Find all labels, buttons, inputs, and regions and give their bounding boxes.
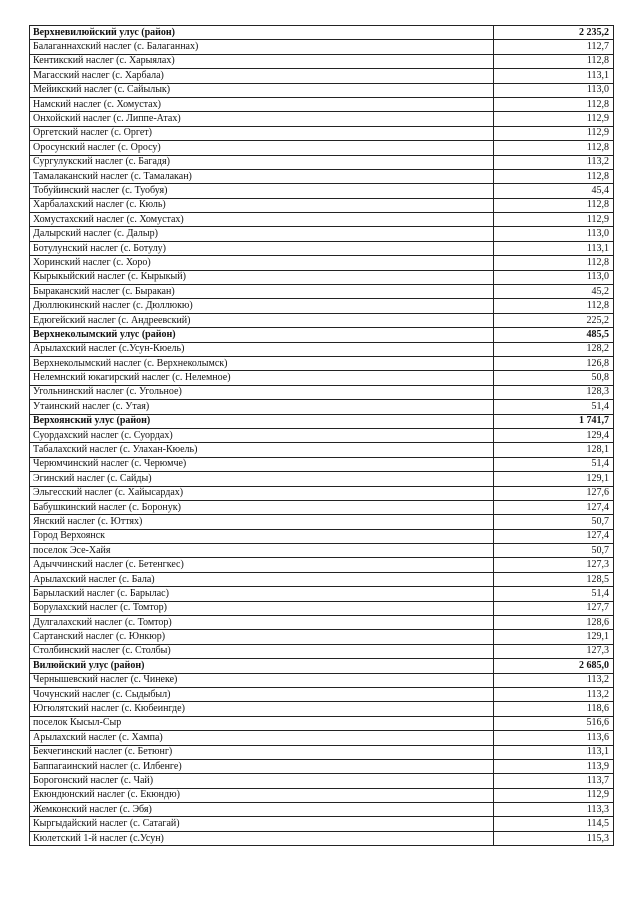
table-row <box>30 486 614 500</box>
table-row <box>30 817 614 831</box>
district-total: 1 741,7 <box>494 414 614 428</box>
settlement-value: 112,7 <box>494 40 614 54</box>
settlement-name: Нелемнский юкагирский наслег (с. Нелемное) <box>30 371 494 385</box>
settlement-name: Дулгалахский наслег (с. Томтор) <box>30 616 494 630</box>
table-row <box>30 155 614 169</box>
table-row <box>30 285 614 299</box>
settlement-name: Табалахский наслег (с. Улахан-Кюель) <box>30 443 494 457</box>
table-row <box>30 97 614 111</box>
settlement-name: Борулахский наслег (с. Томтор) <box>30 601 494 615</box>
table-row <box>30 803 614 817</box>
settlement-name: Бабушкинский наслег (с. Боронук) <box>30 500 494 514</box>
settlement-value: 114,5 <box>494 817 614 831</box>
settlement-name: Суордахский наслег (с. Суордах) <box>30 428 494 442</box>
settlement-value: 112,8 <box>494 198 614 212</box>
budget-table <box>29 25 614 846</box>
table-row <box>30 69 614 83</box>
table-row <box>30 687 614 701</box>
settlement-value: 51,4 <box>494 400 614 414</box>
table-row <box>30 371 614 385</box>
settlement-value: 225,2 <box>494 313 614 327</box>
settlement-value: 112,8 <box>494 299 614 313</box>
settlement-name: Утаинский наслег (с. Утая) <box>30 400 494 414</box>
settlement-value: 51,4 <box>494 457 614 471</box>
district-total: 2 685,0 <box>494 659 614 673</box>
table-body <box>30 26 614 846</box>
table-row <box>30 774 614 788</box>
settlement-name: Едюгейский наслег (с. Андреевский) <box>30 313 494 327</box>
settlement-value: 129,1 <box>494 472 614 486</box>
settlement-name: Барылаский наслег (с. Барылас) <box>30 587 494 601</box>
table-row <box>30 544 614 558</box>
settlement-name: Дюллюкинский наслег (с. Дюллюкю) <box>30 299 494 313</box>
table-row <box>30 141 614 155</box>
settlement-value: 113,2 <box>494 155 614 169</box>
table-row <box>30 256 614 270</box>
settlement-name: Адыччинский наслег (с. Бетенгкес) <box>30 558 494 572</box>
settlement-name: Эльгесский наслег (с. Хайысардах) <box>30 486 494 500</box>
table-row <box>30 299 614 313</box>
table-row <box>30 83 614 97</box>
settlement-name: Кырыкыйский наслег (с. Кырыкый) <box>30 270 494 284</box>
table-row <box>30 40 614 54</box>
settlement-value: 112,8 <box>494 97 614 111</box>
settlement-value: 112,9 <box>494 213 614 227</box>
table-row <box>30 515 614 529</box>
settlement-name: Кыргыдайский наслег (с. Сатагай) <box>30 817 494 831</box>
settlement-name: Черюмчинский наслег (с. Черюмче) <box>30 457 494 471</box>
table-row <box>30 500 614 514</box>
table-row <box>30 241 614 255</box>
table-row <box>30 169 614 183</box>
settlement-value: 127,7 <box>494 601 614 615</box>
settlement-name: Чернышевский наслег (с. Чинеке) <box>30 673 494 687</box>
table-row <box>30 601 614 615</box>
settlement-value: 129,1 <box>494 630 614 644</box>
settlement-value: 112,8 <box>494 54 614 68</box>
settlement-name: Ботулунский наслег (с. Ботулу) <box>30 241 494 255</box>
settlement-value: 113,2 <box>494 687 614 701</box>
district-name: Верхоянский улус (район) <box>30 414 494 428</box>
settlement-name: Баппагаинский наслег (с. Илбенге) <box>30 759 494 773</box>
settlement-name: Сургулукский наслег (с. Багадя) <box>30 155 494 169</box>
table-row <box>30 558 614 572</box>
table-row <box>30 400 614 414</box>
table-row <box>30 54 614 68</box>
settlement-value: 127,3 <box>494 644 614 658</box>
settlement-value: 113,3 <box>494 803 614 817</box>
settlement-value: 128,5 <box>494 572 614 586</box>
table-row <box>30 126 614 140</box>
table-row <box>30 472 614 486</box>
settlement-value: 51,4 <box>494 587 614 601</box>
settlement-name: Харбалахский наслег (с. Кюль) <box>30 198 494 212</box>
settlement-value: 45,2 <box>494 285 614 299</box>
table-row <box>30 616 614 630</box>
settlement-name: Тобуйинский наслег (с. Туобуя) <box>30 184 494 198</box>
settlement-value: 50,7 <box>494 544 614 558</box>
settlement-name: Жемконский наслег (с. Эбя) <box>30 803 494 817</box>
settlement-value: 115,3 <box>494 831 614 845</box>
settlement-name: Бекчегинский наслег (с. Бетюнг) <box>30 745 494 759</box>
settlement-value: 112,8 <box>494 141 614 155</box>
settlement-value: 112,9 <box>494 126 614 140</box>
settlement-name: Столбинский наслег (с. Столбы) <box>30 644 494 658</box>
settlement-value: 129,4 <box>494 428 614 442</box>
settlement-value: 113,1 <box>494 745 614 759</box>
settlement-value: 113,0 <box>494 227 614 241</box>
table-row <box>30 112 614 126</box>
settlement-value: 112,9 <box>494 112 614 126</box>
settlement-name: Арылахский наслег (с.Усун-Кюель) <box>30 342 494 356</box>
settlement-value: 113,9 <box>494 759 614 773</box>
table-row <box>30 313 614 327</box>
settlement-name: Хоринский наслег (с. Хоро) <box>30 256 494 270</box>
settlement-name: Магасский наслег (с. Харбала) <box>30 69 494 83</box>
settlement-value: 113,6 <box>494 731 614 745</box>
table-row <box>30 702 614 716</box>
district-row <box>30 328 614 342</box>
settlement-name: Арылахский наслег (с. Хампа) <box>30 731 494 745</box>
table-row <box>30 529 614 543</box>
settlement-value: 113,2 <box>494 673 614 687</box>
settlement-value: 113,0 <box>494 83 614 97</box>
district-row <box>30 26 614 40</box>
settlement-name: Балаганнахский наслег (с. Балаганнах) <box>30 40 494 54</box>
table-row <box>30 745 614 759</box>
district-row <box>30 414 614 428</box>
settlement-value: 128,1 <box>494 443 614 457</box>
settlement-name: Янский наслег (с. Юттях) <box>30 515 494 529</box>
settlement-value: 112,9 <box>494 788 614 802</box>
settlement-name: Кентикский наслег (с. Харыялах) <box>30 54 494 68</box>
table-row <box>30 587 614 601</box>
table-row <box>30 457 614 471</box>
table-row <box>30 342 614 356</box>
settlement-name: Угольнинский наслег (с. Угольное) <box>30 385 494 399</box>
settlement-value: 45,4 <box>494 184 614 198</box>
table-row <box>30 759 614 773</box>
settlement-name: Чочунский наслег (с. Сыдыбыл) <box>30 687 494 701</box>
table-row <box>30 572 614 586</box>
settlement-name: Екюндюнский наслег (с. Екюндю) <box>30 788 494 802</box>
settlement-value: 113,0 <box>494 270 614 284</box>
settlement-name: Югюлятский наслег (с. Кюбеингде) <box>30 702 494 716</box>
table-row <box>30 831 614 845</box>
settlement-value: 128,3 <box>494 385 614 399</box>
table-row <box>30 270 614 284</box>
table-row <box>30 731 614 745</box>
settlement-value: 50,8 <box>494 371 614 385</box>
settlement-value: 516,6 <box>494 716 614 730</box>
settlement-name: Онхойский наслег (с. Липпе-Атах) <box>30 112 494 126</box>
settlement-name: Намский наслег (с. Хомустах) <box>30 97 494 111</box>
district-total: 2 235,2 <box>494 26 614 40</box>
settlement-value: 128,2 <box>494 342 614 356</box>
district-name: Верхневилюйский улус (район) <box>30 26 494 40</box>
table-row <box>30 385 614 399</box>
table-row <box>30 356 614 370</box>
settlement-name: Верхнеколымский наслег (с. Верхнеколымск) <box>30 356 494 370</box>
table-row <box>30 788 614 802</box>
table-row <box>30 184 614 198</box>
table-row <box>30 644 614 658</box>
district-row <box>30 659 614 673</box>
settlement-name: Арылахский наслег (с. Бала) <box>30 572 494 586</box>
settlement-value: 50,7 <box>494 515 614 529</box>
settlement-name: Далырский наслег (с. Далыр) <box>30 227 494 241</box>
settlement-name: Борогонский наслег (с. Чай) <box>30 774 494 788</box>
table-row <box>30 428 614 442</box>
settlement-value: 126,8 <box>494 356 614 370</box>
district-total: 485,5 <box>494 328 614 342</box>
settlement-name: Оросунский наслег (с. Оросу) <box>30 141 494 155</box>
settlement-value: 127,6 <box>494 486 614 500</box>
settlement-name: Сартанский наслег (с. Юнкюр) <box>30 630 494 644</box>
settlement-name: поселок Эсе-Хайя <box>30 544 494 558</box>
settlement-name: Тамалаканский наслег (с. Тамалакан) <box>30 169 494 183</box>
district-name: Верхнеколымский улус (район) <box>30 328 494 342</box>
settlement-name: Город Верхоянск <box>30 529 494 543</box>
settlement-name: Эгинский наслег (с. Сайды) <box>30 472 494 486</box>
settlement-value: 127,4 <box>494 500 614 514</box>
district-name: Вилюйский улус (район) <box>30 659 494 673</box>
settlement-name: Хомустахский наслег (с. Хомустах) <box>30 213 494 227</box>
settlement-name: Мейикский наслег (с. Сайылык) <box>30 83 494 97</box>
settlement-value: 112,8 <box>494 256 614 270</box>
table-row <box>30 213 614 227</box>
settlement-value: 113,1 <box>494 241 614 255</box>
settlement-value: 127,3 <box>494 558 614 572</box>
table-row <box>30 443 614 457</box>
settlement-value: 112,8 <box>494 169 614 183</box>
settlement-value: 118,6 <box>494 702 614 716</box>
settlement-name: Оргетский наслег (с. Оргет) <box>30 126 494 140</box>
settlement-value: 128,6 <box>494 616 614 630</box>
settlement-value: 127,4 <box>494 529 614 543</box>
table-row <box>30 630 614 644</box>
table-row <box>30 227 614 241</box>
table-row <box>30 716 614 730</box>
settlement-value: 113,7 <box>494 774 614 788</box>
table-row <box>30 198 614 212</box>
table-row <box>30 673 614 687</box>
settlement-name: Быраканский наслег (с. Быракан) <box>30 285 494 299</box>
settlement-value: 113,1 <box>494 69 614 83</box>
settlement-name: Кюлетский 1-й наслег (с.Усун) <box>30 831 494 845</box>
settlement-name: поселок Кысыл-Сыр <box>30 716 494 730</box>
